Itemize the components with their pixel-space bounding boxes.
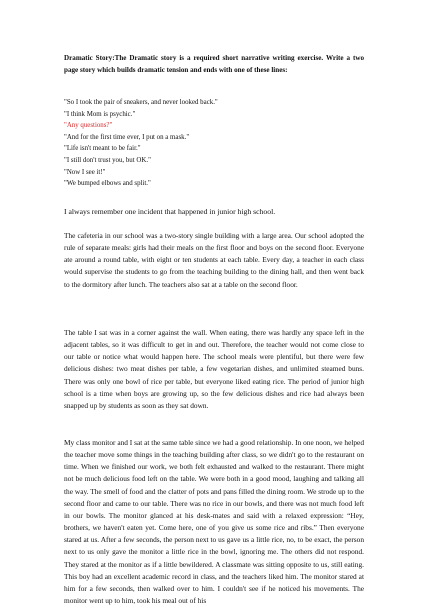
ending-line: "And for the first time ever, I put on a mask." (64, 133, 190, 141)
ending-line: "Life isn't meant to be fair." (64, 145, 141, 153)
ending-lines-list (64, 97, 364, 190)
ending-line: "I still don't trust you, but OK." (64, 156, 151, 164)
assignment-instructions: Dramatic Story:The Dramatic story is a required short narrative writing exercise. Write a two page story which builds dramatic tension and ends with one of these lines: (64, 54, 364, 75)
ending-line: "I think Mom is psychic." (64, 110, 136, 118)
ending-line: "We bumped elbows and split." (64, 180, 151, 188)
story-paragraph: My class monitor and I sat at the same table since we had a good relationship. In one noon, we helped the teacher move some things in the teaching building after class, so we didn't go to the restaurant on time. When we finished our work, we both felt exhausted and walked to the restaurant. There might not be much delicious food left on the table. We were both in a good mood, laughing and talking all the way. The smell of food and the clatter of pots and pans filled the dining room. We strode up to the second floor and came to our table. There was no rice in our bowls, and there was not much food left in our bowls. The monitor glanced at his desk-mates and said with a relaxed expression: “Hey, brothers, we haven't eaten yet. Come here, one of you give us some rice and ribs.” Then everyone stared at us. After a few seconds, the person next to us gave us a little rice, no, to be exact, the person next to us only gave the monitor a little rice in the bowl, ignoring me. The others did not respond. They stared at the monitor as if a little bewildered. A classmate was sitting opposite to us, still eating. This boy had an excellent academic record in class, and the teachers liked him. The monitor stared at him for a few seconds, then walked over to him. I couldn't see if he noticed his movements. The monitor went up to him, took his meal out of his (64, 438, 364, 606)
ending-line: "So I took the pair of sneakers, and never looked back." (64, 99, 218, 106)
ending-line: "Now I see it!" (64, 168, 106, 176)
story-opening-line: I always remember one incident that happened in junior high school. (64, 207, 276, 216)
story-paragraph: The cafeteria in our school was a two-story single building with a large area. Our school adopted the rule of separate meals: girls had their meals on the first floor and boys on the second floor. Everyone ate around a round table, with eight or ten students at each table. Every day, a teacher in each class would supervise the students to go from the teaching building to the dining hall, and then went back to the dormitory after lunch. The teachers also sat at a table on the second floor. (64, 231, 364, 289)
ending-line-highlighted: "Any questions?" (64, 122, 113, 130)
story-paragraph: The table I sat was in a corner against the wall. When eating, there was hardly any space left in the adjacent tables, so it was difficult to get in and out. Therefore, the teacher would not come close to our table or notice what would happen here. The school meals were plentiful, but there were few delicious dishes: two meat dishes per table, a few vegetarian dishes, and unlimited steamed buns. There was only one bowl of rice per table, but everyone liked eating rice. The period of junior high school is a time when boys are growing up, so the few delicious dishes and rice had always been snapped up by students as soon as they sat down. (64, 328, 364, 410)
